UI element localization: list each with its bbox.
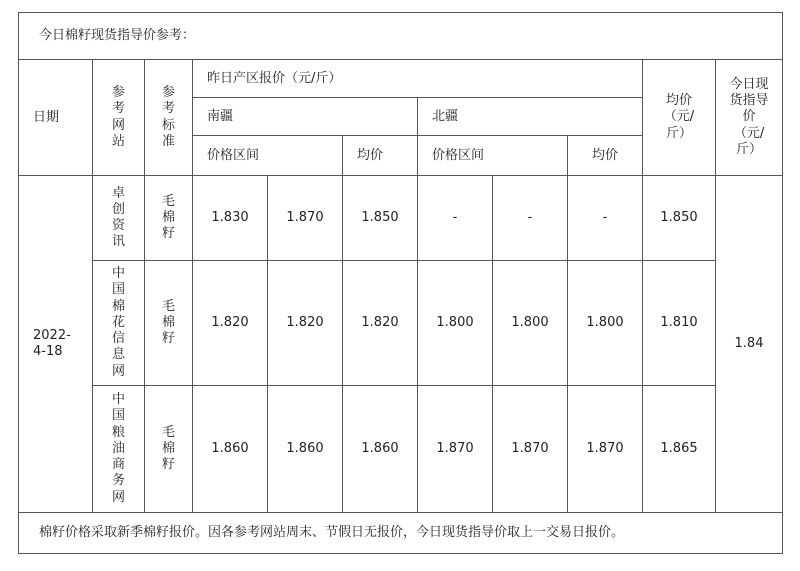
north-high-cell: - xyxy=(493,176,568,261)
header-standard: 参考标准 xyxy=(145,60,193,176)
header-date: 日期 xyxy=(19,60,93,176)
south-low-cell: 1.820 xyxy=(193,261,268,386)
site-cell: 卓创资讯 xyxy=(93,176,145,261)
south-avg-cell: 1.820 xyxy=(343,261,418,386)
avg-cell: 1.810 xyxy=(643,261,716,386)
south-high-cell: 1.820 xyxy=(268,261,343,386)
north-avg-cell: 1.800 xyxy=(568,261,643,386)
price-table xyxy=(18,12,783,554)
standard-cell: 毛棉籽 xyxy=(145,176,193,261)
table-row xyxy=(19,176,783,261)
header-north: 北疆 xyxy=(418,98,643,136)
north-low-cell: 1.800 xyxy=(418,261,493,386)
north-avg-cell: 1.870 xyxy=(568,386,643,513)
south-high-cell: 1.860 xyxy=(268,386,343,513)
south-high-cell: 1.870 xyxy=(268,176,343,261)
avg-cell: 1.850 xyxy=(643,176,716,261)
site-cell: 中国棉花信息网 xyxy=(93,261,145,386)
standard-cell: 毛棉籽 xyxy=(145,261,193,386)
header-yesterday: 昨日产区报价（元/斤） xyxy=(193,60,643,98)
avg-cell: 1.865 xyxy=(643,386,716,513)
table-row xyxy=(19,261,783,386)
north-high-cell: 1.870 xyxy=(493,386,568,513)
header-site: 参考网站 xyxy=(93,60,145,176)
south-low-cell: 1.860 xyxy=(193,386,268,513)
date-cell: 2022-4-18 xyxy=(19,176,93,513)
south-avg-cell: 1.860 xyxy=(343,386,418,513)
north-high-cell: 1.800 xyxy=(493,261,568,386)
header-south-avg: 均价 xyxy=(343,136,418,176)
south-avg-cell: 1.850 xyxy=(343,176,418,261)
header-south: 南疆 xyxy=(193,98,418,136)
header-avg-unit: 均价（元/斤） xyxy=(643,60,716,176)
site-cell: 中国粮油商务网 xyxy=(93,386,145,513)
today-price-cell: 1.84 xyxy=(716,176,783,513)
north-avg-cell: - xyxy=(568,176,643,261)
header-north-range: 价格区间 xyxy=(418,136,568,176)
header-today: 今日现货指导价（元/斤） xyxy=(716,60,783,176)
standard-cell: 毛棉籽 xyxy=(145,386,193,513)
north-low-cell: - xyxy=(418,176,493,261)
header-north-avg: 均价 xyxy=(568,136,643,176)
north-low-cell: 1.870 xyxy=(418,386,493,513)
table-row xyxy=(19,386,783,513)
table-footnote: 棉籽价格采取新季棉籽报价。因各参考网站周末、节假日无报价，今日现货指导价取上一交易日报价。 xyxy=(19,513,783,554)
south-low-cell: 1.830 xyxy=(193,176,268,261)
header-south-range: 价格区间 xyxy=(193,136,343,176)
table-title: 今日棉籽现货指导价参考： xyxy=(19,13,783,60)
